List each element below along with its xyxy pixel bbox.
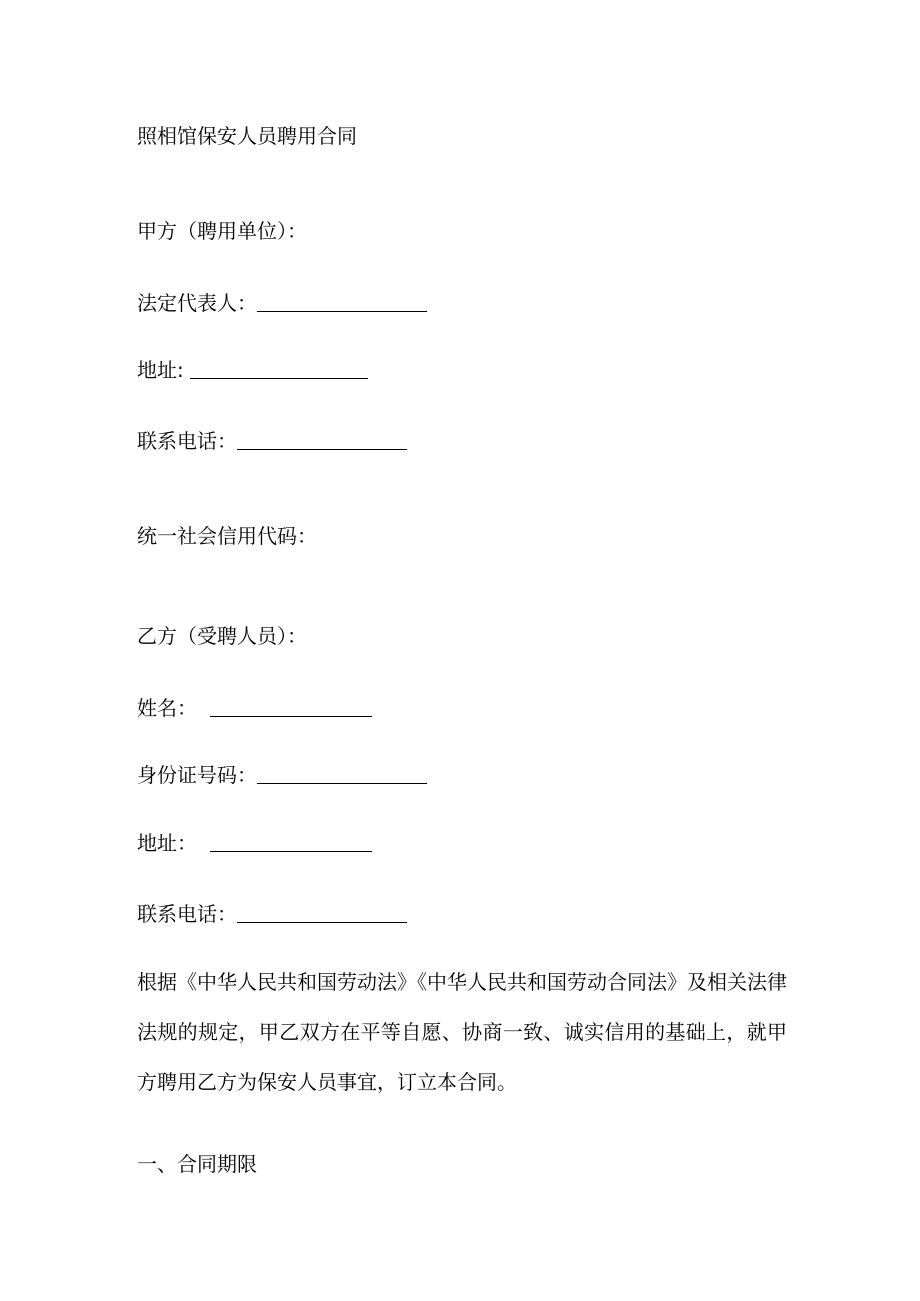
party-a-credit-code-label: 统一社会信用代码： [137,524,317,548]
preamble-paragraph: 根据《中华人民共和国劳动法》《中华人民共和国劳动合同法》及相关法律法规的规定，甲乙双方在平等自愿、协商一致、诚实信用的基础上，就甲方聘用乙方为保安人员事宜，订立本合同。 [137,970,787,1094]
party-a-phone-blank[interactable] [237,448,407,450]
party-b-phone-row [137,900,407,928]
section-1-heading: 一、合同期限 [137,1152,257,1176]
document-title: 照相馆保安人员聘用合同 [137,124,357,148]
party-a-phone-row [137,427,407,455]
party-b-address-label: 地址： [137,831,197,855]
party-b-id-row [137,761,427,789]
party-b-id-label: 身份证号码： [137,763,257,787]
party-b-phone-label: 联系电话： [137,902,237,926]
party-a-address-row [137,356,368,384]
party-b-name-row [137,694,372,722]
party-a-legal-rep-row [137,289,427,317]
party-b-phone-blank[interactable] [237,921,407,923]
party-b-address-blank[interactable] [210,850,372,852]
party-a-address-blank[interactable] [190,377,368,379]
party-a-phone-label: 联系电话： [137,429,237,453]
party-a-legal-rep-blank[interactable] [257,310,427,312]
party-b-name-label: 姓名： [137,696,197,720]
party-a-address-label: 地址: [137,358,184,382]
party-b-address-row [137,829,372,857]
party-a-legal-rep-label: 法定代表人： [137,291,257,315]
party-a-heading: 甲方（聘用单位）： [137,219,307,243]
party-b-id-blank[interactable] [257,782,427,784]
party-b-heading: 乙方（受聘人员）： [137,624,307,648]
party-b-name-blank[interactable] [210,715,372,717]
